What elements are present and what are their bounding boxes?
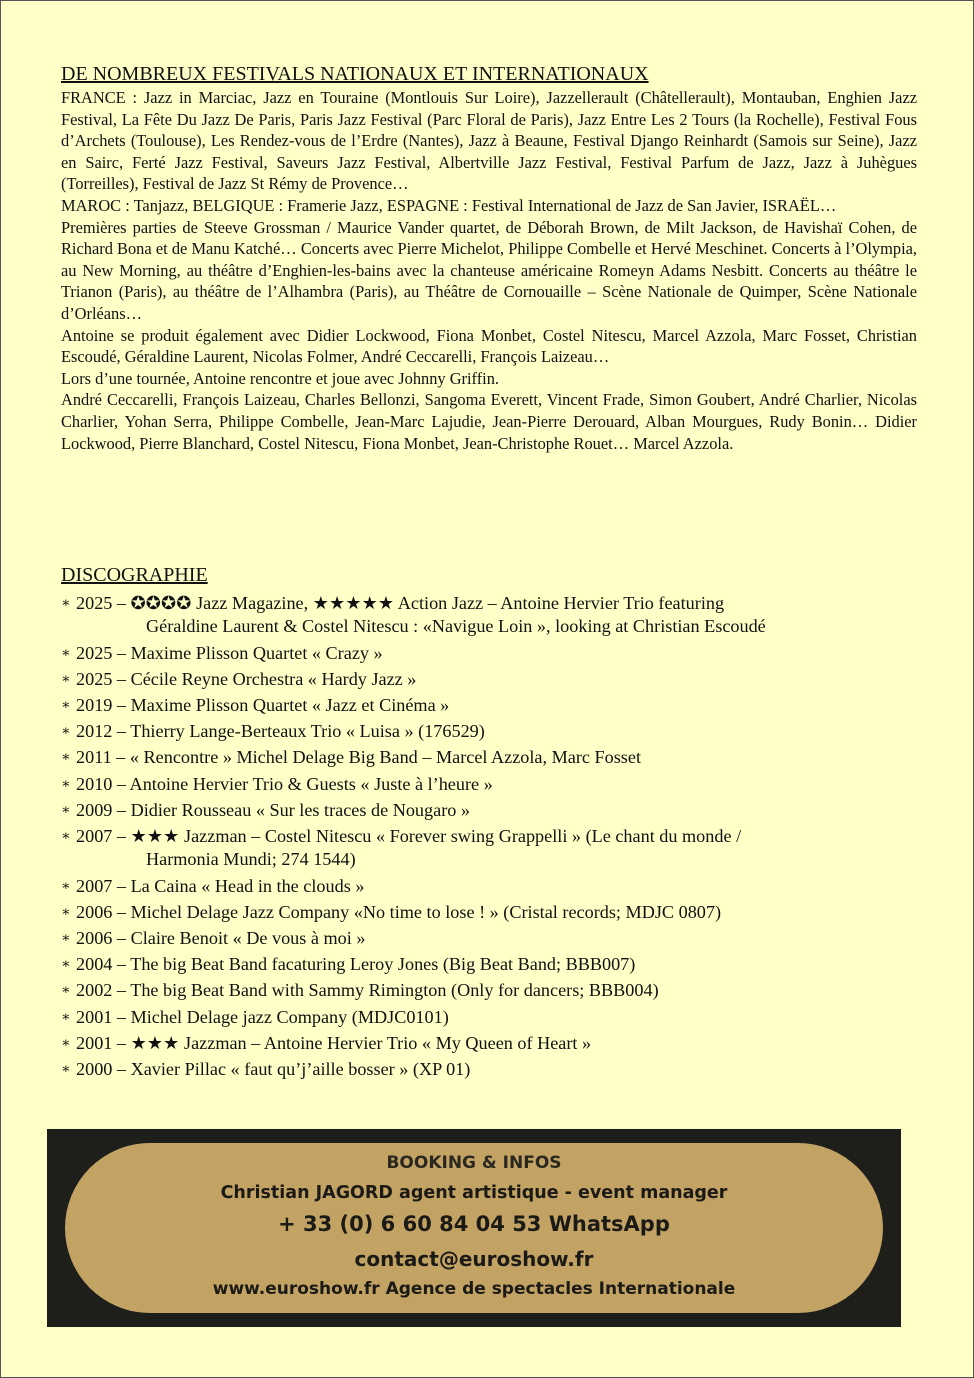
discography-item <box>61 720 921 743</box>
festivals-section <box>61 63 917 454</box>
discography-item <box>61 799 921 822</box>
bullet-icon: ∗ <box>61 776 71 792</box>
booking-phone: + 33 (0) 6 60 84 04 53 WhatsApp <box>278 1212 670 1236</box>
discography-entry-text: 2025 – ✪✪✪✪ Jazz Magazine, ★★★★★ Action Jazz – Antoine Hervier Trio featuring <box>76 593 725 613</box>
discography-entry-text: 2019 – Maxime Plisson Quartet « Jazz et Cinéma » <box>76 695 450 716</box>
booking-email: contact@euroshow.fr <box>354 1247 594 1271</box>
bullet-icon: ∗ <box>61 802 71 818</box>
discography-entry <box>76 875 921 898</box>
discography-item <box>61 592 921 639</box>
discography-entry <box>76 720 921 743</box>
bullet-icon: ∗ <box>61 1009 71 1025</box>
discography-entry-text: 2009 – Didier Rousseau « Sur les traces de Nougaro » <box>76 799 470 820</box>
booking-agent: Christian JAGORD agent artistique - event manager <box>220 1183 728 1203</box>
discography-entry-text: 2025 – Cécile Reyne Orchestra « Hardy Jazz » <box>76 668 417 689</box>
discography-entry <box>76 592 921 639</box>
discography-section <box>61 564 921 1084</box>
bullet-icon: ∗ <box>61 931 71 947</box>
discography-entry-continuation: Harmonia Mundi; 274 1544) <box>146 849 356 870</box>
bullet-icon: ∗ <box>61 596 71 611</box>
opening-acts-paragraph: Premières parties de Steeve Grossman / Maurice Vander quartet, de Déborah Brown, de Milt Jackson, de Havishaï Cohen, de Richard Bona et de Manu Katché… Concerts avec Pierre Michelot, Philippe Combelle et Hervé Meschinet. Concerts à l’Olympia, au New Morning, au théâtre d’Enghien-les-bains avec la chanteuse américaine Romeyn Adams Nesbitt. Concerts au théâtre le Trianon (Paris), au théâtre de l’Alhambra (Paris), au Théâtre de Cornouaille – Scène Nationale de Quimper, Scène Nationale d’Orléans… <box>61 217 917 323</box>
discography-entry-text: 2007 – La Caina « Head in the clouds » <box>76 875 365 896</box>
discography-entry-text: 2012 – Thierry Lange-Berteaux Trio « Luisa » (176529) <box>76 721 485 742</box>
booking-panel <box>47 1129 901 1327</box>
bullet-icon: ∗ <box>61 878 71 894</box>
discography-entry-text: 2011 – « Rencontre » Michel Delage Big Band – Marcel Azzola, Marc Fosset <box>76 747 642 768</box>
discography-entry-text: 2004 – The big Beat Band facaturing Leroy Jones (Big Beat Band; BBB007) <box>76 954 636 975</box>
bullet-icon: ∗ <box>61 904 71 920</box>
discography-entry-text: 2001 – Michel Delage jazz Company (MDJC0101) <box>76 1006 449 1027</box>
musicians-paragraph: André Ceccarelli, François Laizeau, Charles Bellonzi, Sangoma Everett, Vincent Frade, Simon Goubert, André Charlier, Nicolas Charlier, Yohan Serra, Philippe Combelle, Jean-Marc Lajudie, Jean-Pierre Derouard, Alban Mourgues, Rudy Bonin… Didier Lockwood, Pierre Blanchard, Costel Nitescu, Fiona Monbet, Jean-Christophe Rouet… Marcel Azzola. <box>61 390 917 453</box>
discography-item <box>61 1006 921 1029</box>
bullet-icon: ∗ <box>61 1035 71 1051</box>
discography-entry <box>76 668 921 691</box>
discography-item <box>61 927 921 950</box>
discography-entry-text: 2010 – Antoine Hervier Trio & Guests « Juste à l’heure » <box>76 773 493 794</box>
discography-entry-text: 2025 – Maxime Plisson Quartet « Crazy » <box>76 642 383 663</box>
discography-entry <box>76 773 921 796</box>
festivals-international-paragraph: MAROC : Tanjazz, BELGIQUE : Framerie Jazz, ESPAGNE : Festival International de Jazz de San Javier, ISRAËL… <box>61 195 837 215</box>
discography-entry <box>76 746 921 769</box>
discography-entry <box>76 901 921 924</box>
booking-website: www.euroshow.fr Agence de spectacles Internationale <box>212 1279 736 1299</box>
discography-entry-text: 2001 – ★★★ Jazzman – Antoine Hervier Trio « My Queen of Heart » <box>76 1032 592 1053</box>
discography-entry-text: 2006 – Claire Benoit « De vous à moi » <box>76 928 366 949</box>
bullet-icon: ∗ <box>61 1062 71 1078</box>
discography-entry-text: 2006 – Michel Delage Jazz Company «No time to lose ! » (Cristal records; MDJC 0807) <box>76 901 722 922</box>
bullet-icon: ∗ <box>61 750 71 766</box>
discography-entry <box>76 1058 921 1081</box>
discography-entry <box>76 1032 921 1055</box>
discography-entry <box>76 953 921 976</box>
discography-entry-text: 2002 – The big Beat Band with Sammy Rimington (Only for dancers; BBB004) <box>76 980 659 1001</box>
discography-entry <box>76 825 921 872</box>
discography-item <box>61 694 921 717</box>
discography-entry <box>76 694 921 717</box>
discography-item <box>61 668 921 691</box>
discography-item <box>61 746 921 769</box>
bullet-icon: ∗ <box>61 957 71 973</box>
discography-list <box>61 592 921 1081</box>
discography-entry <box>76 979 921 1002</box>
discography-item <box>61 875 921 898</box>
discography-item <box>61 825 921 872</box>
collaborations-paragraph: Antoine se produit également avec Didier Lockwood, Fiona Monbet, Costel Nitescu, Marcel Azzola, Marc Fosset, Christian Escoudé, Géraldine Laurent, Nicolas Folmer, André Ceccarelli, François Laizeau… <box>61 325 917 367</box>
discography-item <box>61 1058 921 1081</box>
booking-heading: BOOKING & INFOS <box>386 1153 562 1173</box>
discography-entry-text: 2000 – Xavier Pillac « faut qu’j’aille bosser » (XP 01) <box>76 1059 471 1080</box>
bullet-icon: ∗ <box>61 671 71 687</box>
discography-item <box>61 979 921 1002</box>
discography-title: DISCOGRAPHIE <box>61 564 208 586</box>
bullet-icon: ∗ <box>61 829 71 845</box>
bullet-icon: ∗ <box>61 724 71 740</box>
discography-entry <box>76 642 921 665</box>
discography-item <box>61 953 921 976</box>
discography-entry-continuation: Géraldine Laurent & Costel Nitescu : «Navigue Loin », looking at Christian Escoudé <box>146 616 766 637</box>
bullet-icon: ∗ <box>61 698 71 714</box>
festivals-france-paragraph: FRANCE : Jazz in Marciac, Jazz en Touraine (Montlouis Sur Loire), Jazzellerault (Châtellerault), Montauban, Enghien Jazz Festival, La Fête Du Jazz De Paris, Paris Jazz Festival (Parc Floral de Paris), Jazz Entre Les 2 Tours (la Rochelle), Festival Fous d’Archets (Toulouse), Les Rendez-vous de l’Erdre (Nantes), Jazz à Beaune, Festival Django Reinhardt (Samois sur Seine), Jazz en Sairc, Ferté Jazz Festival, Saveurs Jazz Festival, Albertville Jazz Festival, Festival Parfum de Jazz, Jazz à Juhègues (Torreilles), Festival de Jazz St Rémy de Provence… <box>61 88 917 194</box>
discography-entry <box>76 927 921 950</box>
discography-item <box>61 773 921 796</box>
johnny-griffin-paragraph: Lors d’une tournée, Antoine rencontre et joue avec Johnny Griffin. <box>61 368 500 388</box>
discography-item <box>61 1032 921 1055</box>
bullet-icon: ∗ <box>61 645 71 661</box>
discography-item <box>61 642 921 665</box>
booking-pill <box>65 1143 883 1313</box>
bullet-icon: ∗ <box>61 983 71 999</box>
discography-entry <box>76 799 921 822</box>
discography-entry-text: 2007 – ★★★ Jazzman – Costel Nitescu « Forever swing Grappelli » (Le chant du monde / <box>76 826 742 847</box>
festivals-title: DE NOMBREUX FESTIVALS NATIONAUX ET INTERNATIONAUX <box>61 63 649 85</box>
discography-entry <box>76 1006 921 1029</box>
discography-item <box>61 901 921 924</box>
